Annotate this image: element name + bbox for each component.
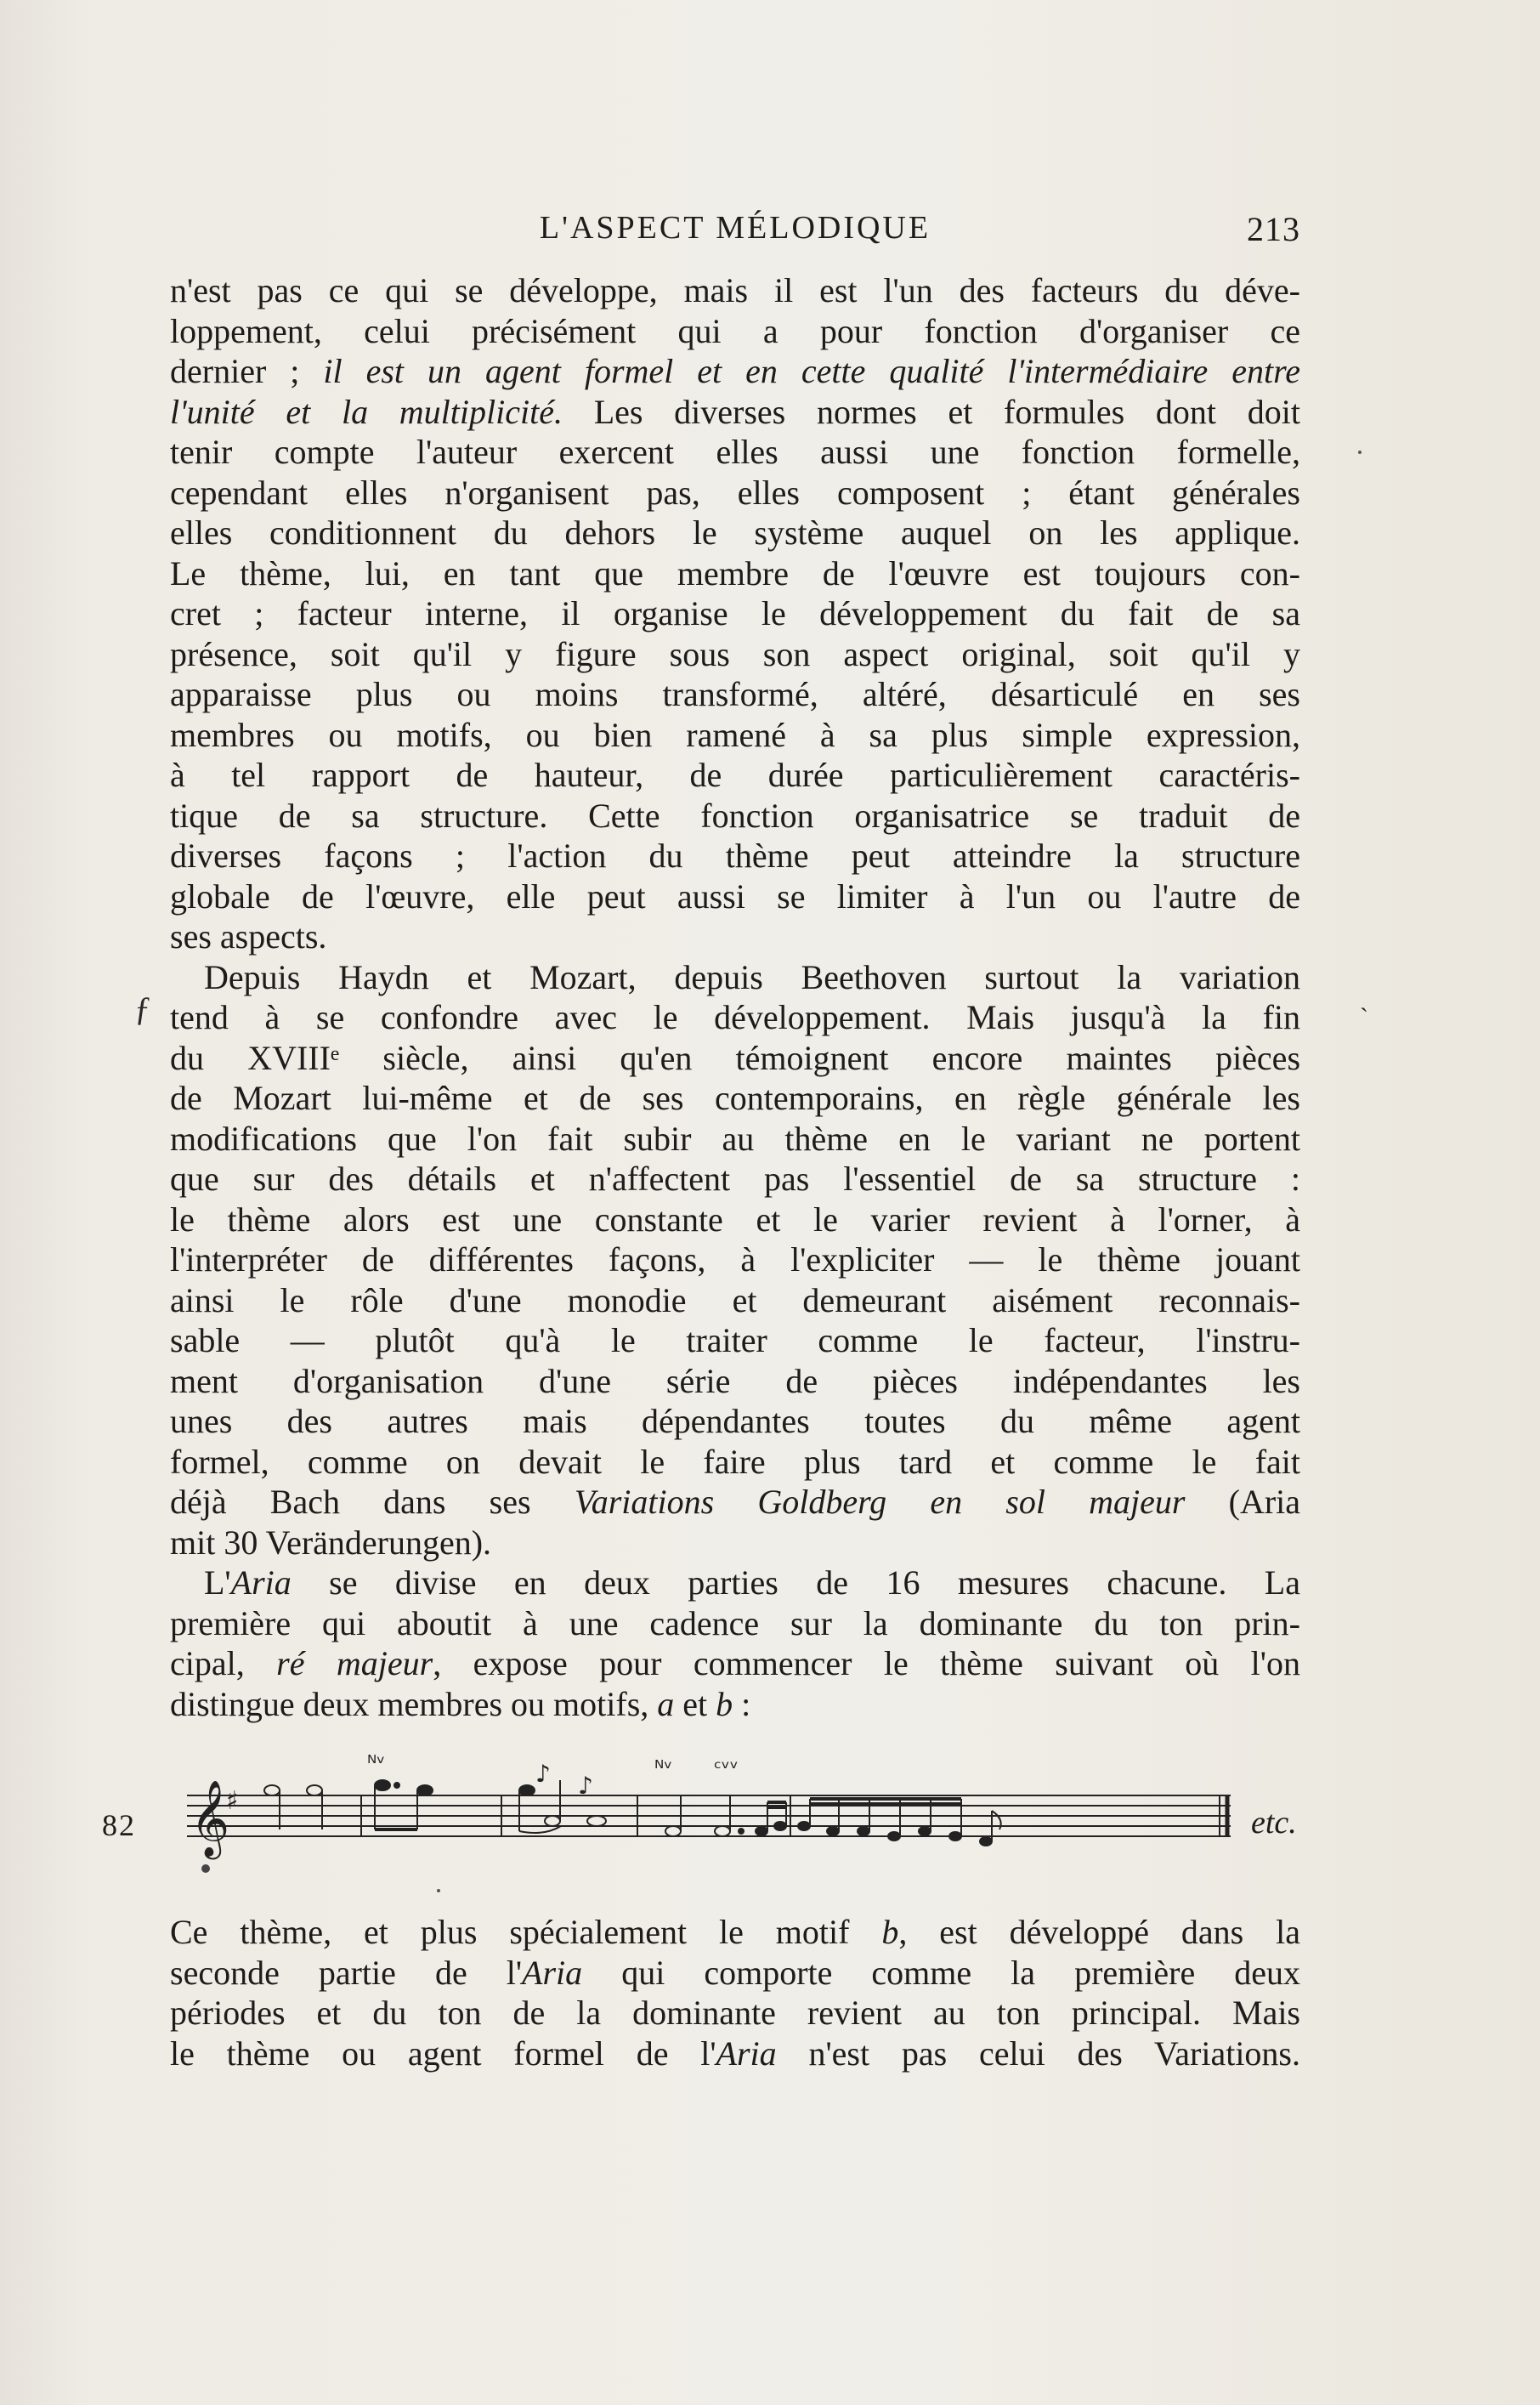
text-line: cependant elles n'organisent pas, elles composent ; étant générales xyxy=(170,473,1300,512)
italic-span: Variations Goldberg en sol majeur xyxy=(574,1483,1186,1521)
text-line: le thème alors est une constante et le varier revient à l'orner, à xyxy=(170,1200,1300,1239)
century-numeral: XVIIIᵉ xyxy=(247,1038,340,1077)
note-head xyxy=(545,1816,560,1826)
running-title: L'ASPECT MÉLODIQUE xyxy=(539,210,931,246)
text-line: modifications que l'on fait subir au thème en le variant ne portent xyxy=(170,1119,1300,1158)
text-span: Ce thème, et plus spécialement le motif xyxy=(170,1913,882,1951)
music-staff xyxy=(178,1751,1249,1887)
text-line: première qui aboutit à une cadence sur la dominante du ton prin- xyxy=(170,1603,1300,1642)
text-span: seconde partie de l' xyxy=(170,1953,523,1992)
text-line: elles conditionnent du dehors le système auquel on les applique. xyxy=(170,513,1300,552)
italic-span: b xyxy=(881,1913,899,1951)
text-line: ses aspects. xyxy=(170,917,327,956)
body-text-continued xyxy=(170,1912,1300,2073)
text-line: Depuis Haydn et Mozart, depuis Beethoven surtout la variation xyxy=(204,957,1300,996)
note-head xyxy=(756,1827,767,1835)
ornament-icon: ᴺᵛ xyxy=(367,1751,386,1775)
ornament-icon: ᴺᵛ xyxy=(654,1756,673,1780)
text-span: du xyxy=(170,1038,248,1077)
text-line: à tel rapport de hauteur, de durée particulièrement caractéris- xyxy=(170,756,1300,794)
note-head xyxy=(827,1827,839,1835)
text-line: apparaisse plus ou moins transformé, altéré, désarticulé en ses xyxy=(170,675,1300,713)
text-line: périodes et du ton de la dominante revient au ton principal. Mais xyxy=(170,1994,1300,2032)
text-span: qui comporte comme la première deux xyxy=(582,1953,1300,1992)
text-line: tique de sa structure. Cette fonction organisatrice se traduit de xyxy=(170,796,1300,835)
note-head xyxy=(417,1785,433,1795)
text-line xyxy=(170,1953,1300,1994)
italic-span: Aria xyxy=(716,2033,777,2073)
italic-span: il est un agent formel et en cette qualité l'intermédiaire entre xyxy=(323,352,1301,390)
note-head xyxy=(949,1832,961,1841)
text-span: siècle, ainsi qu'en témoignent encore maintes pièces xyxy=(339,1038,1301,1077)
note-head xyxy=(715,1826,730,1836)
text-line: n'est pas ce qui se développe, mais il est l'un des facteurs du déve- xyxy=(170,271,1300,309)
text-line xyxy=(170,351,1300,392)
italic-span: Aria xyxy=(230,1563,292,1602)
text-line xyxy=(170,1038,1300,1079)
note-head xyxy=(307,1785,322,1795)
text-span: le thème ou agent formel de l' xyxy=(170,2033,716,2073)
text-line: présence, soit qu'il y figure sous son aspect original, soit qu'il y xyxy=(170,634,1300,673)
text-line xyxy=(170,392,1300,433)
text-span: , est développé dans la xyxy=(898,1913,1300,1951)
text-line: que sur des détails et n'affectent pas l'essentiel de sa structure : xyxy=(170,1160,1300,1198)
margin-mark-right: ˋ xyxy=(1360,1003,1368,1031)
text-span: : xyxy=(733,1684,751,1723)
text-line: formel, comme on devait le faire plus tard et comme le fait xyxy=(170,1442,1300,1481)
text-line xyxy=(170,2033,1300,2074)
text-line xyxy=(170,1482,1300,1523)
text-line: tend à se confondre avec le développement. Mais jusqu'à la fin xyxy=(170,998,1300,1036)
ornament-icon: ᶜᵛᵛ xyxy=(714,1756,739,1780)
text-span: L' xyxy=(204,1563,231,1602)
grace-note-icon: ♪ xyxy=(535,1760,551,1788)
note-head xyxy=(375,1780,390,1790)
note-head xyxy=(798,1822,810,1830)
note-head xyxy=(264,1785,280,1795)
text-line: ment d'organisation d'une série de pièces indépendantes les xyxy=(170,1361,1300,1400)
text-span: distingue deux membres ou motifs, xyxy=(170,1684,658,1723)
text-line: tenir compte l'auteur exercent elles aussi une fonction formelle, xyxy=(170,433,1300,471)
text-line: ainsi le rôle d'une monodie et demeurant aisément reconnais- xyxy=(170,1280,1300,1319)
italic-span: b xyxy=(716,1684,733,1723)
text-line: mit 30 Veränderungen). xyxy=(170,1523,492,1562)
grace-note-icon: ♪ xyxy=(578,1772,593,1800)
treble-clef-icon: 𝄞 xyxy=(190,1780,230,1857)
text-line xyxy=(170,1563,1300,1603)
text-line: de Mozart lui-même et de ses contemporains, en règle générale les xyxy=(170,1079,1300,1117)
text-span: et xyxy=(674,1684,716,1723)
note-head xyxy=(519,1785,535,1795)
text-span: se divise en deux parties de 16 mesures chacune. La xyxy=(291,1563,1300,1602)
text-line: sable — plutôt qu'à le traiter comme le facteur, l'instru- xyxy=(170,1321,1300,1359)
text-span: Les diverses normes et formules dont doit xyxy=(562,392,1300,431)
margin-mark-left: ƒ xyxy=(134,990,151,1028)
page-number: 213 xyxy=(1247,210,1300,248)
ink-mark xyxy=(201,1864,210,1873)
text-line xyxy=(170,1912,1300,1953)
note-head xyxy=(774,1822,786,1830)
text-line: globale de l'œuvre, elle peut aussi se limiter à l'un ou l'autre de xyxy=(170,876,1300,916)
text-line: Le thème, lui, en tant que membre de l'œuvre est toujours con- xyxy=(170,553,1300,593)
italic-span: ré majeur xyxy=(276,1644,433,1682)
text-span: , expose pour commencer le thème suivant où l'on xyxy=(433,1644,1300,1682)
text-span: dernier ; xyxy=(170,352,324,390)
note-head xyxy=(858,1827,869,1835)
text-line xyxy=(170,1643,1300,1684)
italic-span: a xyxy=(657,1684,675,1723)
page-header xyxy=(170,209,1300,252)
text-line: membres ou motifs, ou bien ramené à sa plus simple expression, xyxy=(170,715,1300,754)
text-span: (Aria xyxy=(1185,1483,1301,1521)
note-head xyxy=(980,1837,992,1846)
text-line: cret ; facteur interne, il organise le développement du fait de sa xyxy=(170,594,1300,632)
text-line: loppement, celui précisément qui a pour fonction d'organiser ce xyxy=(170,311,1300,350)
text-line: l'interpréter de différentes façons, à l'expliciter — le thème jouant xyxy=(170,1240,1300,1279)
note-head xyxy=(587,1816,606,1826)
text-line: diverses façons ; l'action du thème peut atteindre la structure xyxy=(170,837,1300,875)
etc-label: etc. xyxy=(1251,1805,1297,1841)
example-number: 82 xyxy=(102,1808,136,1842)
note-head xyxy=(919,1827,931,1835)
sharp-icon: ♯ xyxy=(226,1786,239,1816)
text-span: déjà Bach dans ses xyxy=(170,1483,575,1521)
text-line xyxy=(170,1684,1300,1725)
italic-span: l'unité et la multiplicité. xyxy=(170,392,563,431)
print-speck xyxy=(437,1889,440,1892)
musical-example xyxy=(102,1751,1309,1887)
text-line: unes des autres mais dépendantes toutes du même agent xyxy=(170,1402,1300,1440)
body-text xyxy=(170,270,1300,1724)
text-span: cipal, xyxy=(170,1644,277,1682)
italic-span: Aria xyxy=(522,1953,583,1992)
note-head xyxy=(888,1832,900,1841)
text-span: n'est pas celui des Variations. xyxy=(776,2033,1301,2073)
margin-speck xyxy=(1358,451,1362,454)
note-head xyxy=(665,1826,681,1836)
